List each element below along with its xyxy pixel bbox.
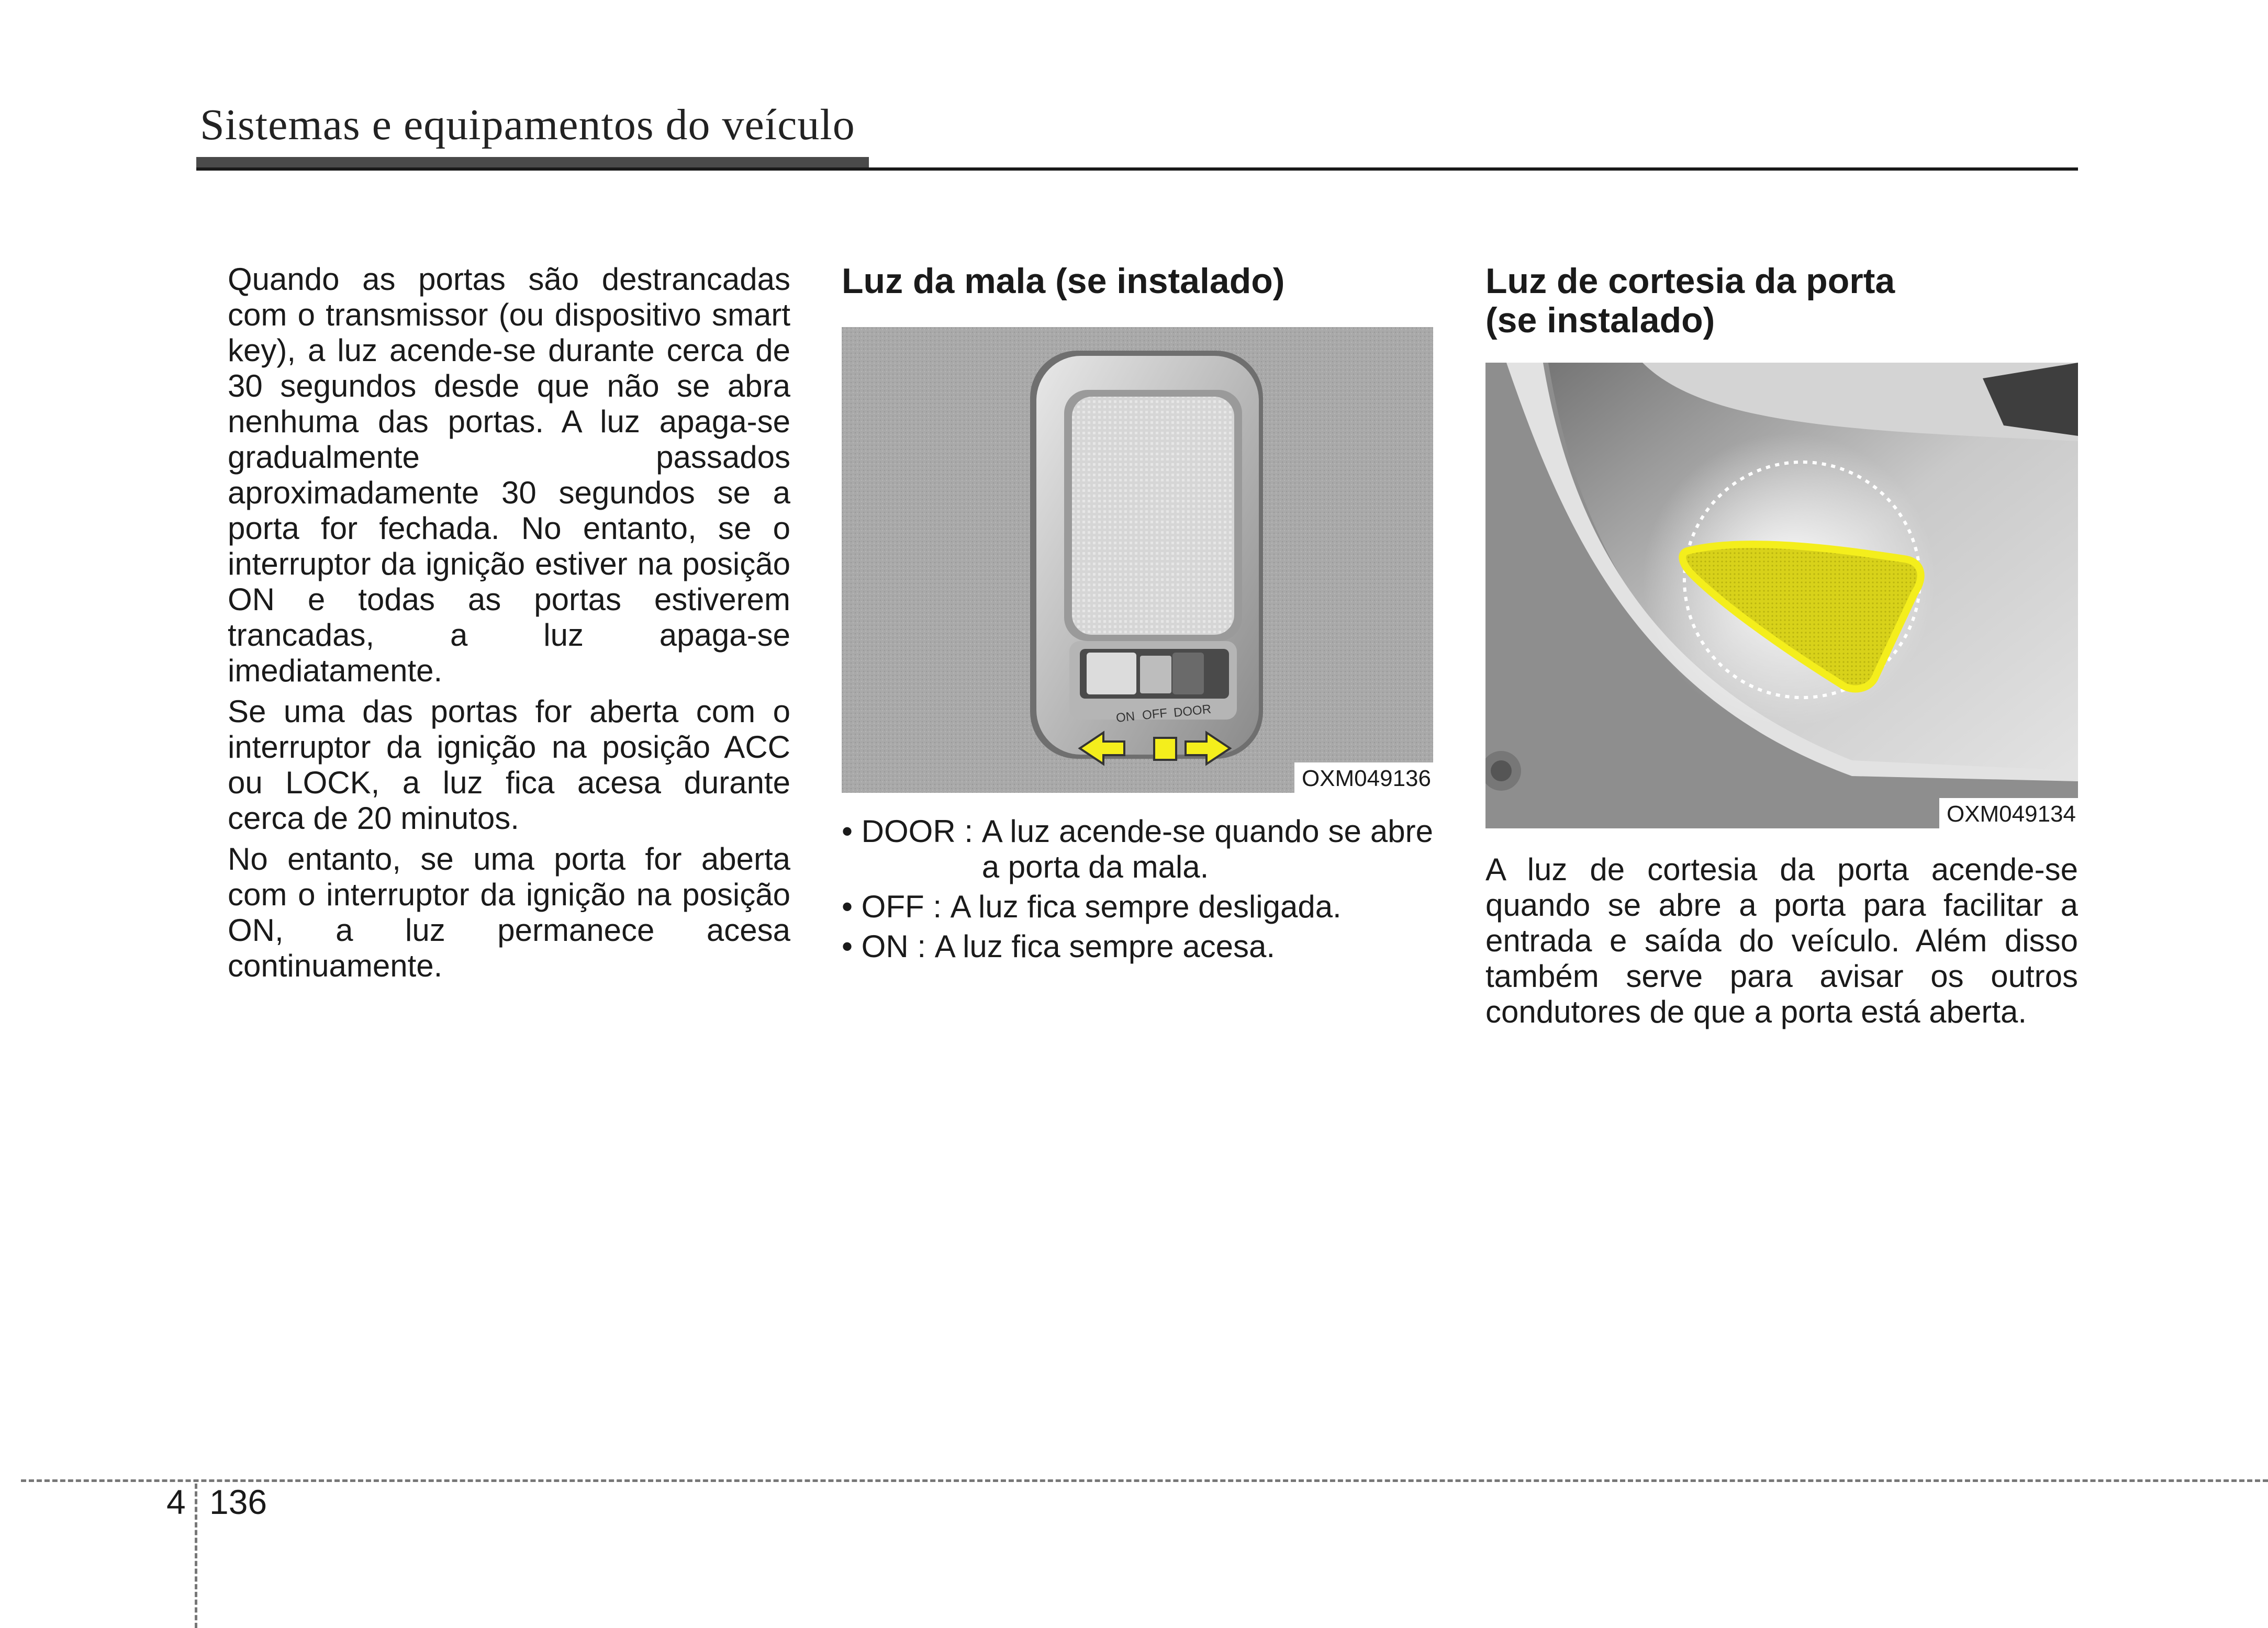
bullet-label-on: • ON : (842, 929, 935, 964)
door-light-heading (1485, 262, 2078, 340)
door-light-paragraph: A luz de cortesia da porta acende-se quando se abre a porta para facilitar a entrada e saída do veículo. Além disso também serve para avisar os outros condutores de que a porta está aberta. (1485, 852, 2078, 1029)
center-square-icon (1154, 738, 1176, 760)
chapter-number: 4 (166, 1483, 186, 1521)
bullet-text-on: A luz fica sempre acesa. (934, 929, 1275, 964)
section-title: Sistemas e equipamentos do veículo (200, 100, 855, 149)
bullet-label-off: • OFF : (842, 889, 951, 924)
figure-code-door: OXM049134 (1939, 798, 2078, 828)
bullet-label-door: • DOOR : (842, 814, 982, 849)
paragraph-unlock: Quando as portas são destrancadas com o transmissor (ou dispositivo smart key), a luz acende-se durante cerca de 30 segundos desde que não se abra nenhuma das portas. A luz apaga-se gradualmente passados aproximadamente 30 segundos se a porta for fechada. No entanto, se o interruptor da ignição estiver na posição ON e todas as portas estiverem trancadas, a luz apaga-se imediatamente. (228, 262, 790, 688)
trunk-light-illustration (842, 327, 1433, 793)
door-light-illustration (1485, 363, 2078, 828)
trunk-light-figure (842, 327, 1433, 793)
paragraph-acc-lock: Se uma das portas for aberta com o interruptor da ignição na posição ACC ou LOCK, a luz fica acesa durante cerca de 20 minutos. (228, 694, 790, 836)
page-number: 136 (209, 1483, 267, 1521)
switch-label-door: DOOR (1172, 702, 1212, 720)
footer-divider (195, 1484, 197, 1628)
switch-mode-list (842, 814, 1433, 964)
door-light-figure (1485, 363, 2078, 828)
list-item-on (842, 929, 1433, 964)
list-item-off (842, 889, 1433, 925)
trunk-light-heading: Luz da mala (se instalado) (842, 261, 1285, 301)
door-light-heading-line2: (se instalado) (1485, 300, 1715, 340)
footer-rule (21, 1479, 2268, 1482)
figure-code-trunk: OXM049136 (1294, 762, 1433, 793)
header-rule (196, 167, 2078, 171)
switch-label-on: ON (1115, 709, 1136, 725)
list-item-door (842, 814, 1433, 885)
column-trunk-light (842, 262, 1433, 969)
paragraph-on: No entanto, se uma porta for aberta com o interruptor da ignição na posição ON, a luz permanece acesa continuamente. (228, 841, 790, 983)
column-door-courtesy-light (1485, 262, 2078, 1035)
column-intro (228, 262, 790, 989)
bullet-text-door: A luz acende-se quando se abre a porta da mala. (981, 814, 1433, 884)
door-light-heading-line1: Luz de cortesia da porta (1485, 261, 1895, 301)
bullet-text-off: A luz fica sempre desligada. (950, 889, 1342, 924)
switch-label-off: OFF (1141, 706, 1168, 723)
